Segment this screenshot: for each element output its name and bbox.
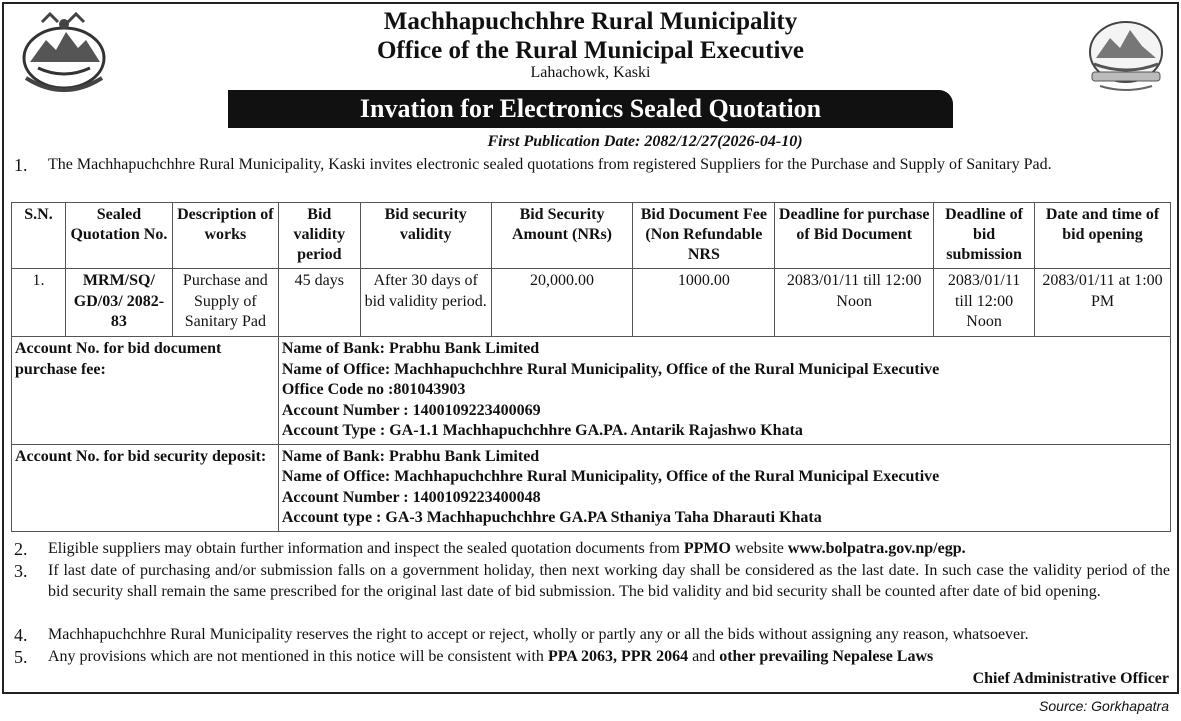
paragraph-number: 4. (14, 625, 28, 645)
office-name: Office of the Rural Municipal Executive (376, 37, 804, 64)
paragraph-text (48, 539, 1170, 560)
paragraph-4 (14, 625, 1170, 646)
office-code: Office Code no :801043903 (281, 381, 466, 398)
header-submission-deadline: Deadline of bid submission (934, 203, 1035, 269)
account-details (278, 337, 1170, 445)
paragraph-number: 2. (14, 539, 28, 559)
text-segment: Eligible suppliers may obtain further information and inspect the sealed quotation documents from (48, 540, 684, 557)
account-type: Account Type : GA-1.1 Machhapuchchhre GA.PA. Antarik Rajashwo Khata (281, 422, 803, 439)
cell-security-amount: 20,000.00 (491, 269, 633, 337)
cell-submission-deadline: 2083/01/11 till 12:00 Noon (934, 269, 1035, 337)
bank-name: Name of Bank: Prabhu Bank Limited (281, 340, 540, 357)
notice-title-banner: Invation for Electronics Sealed Quotation (228, 90, 953, 128)
bolpatra-website: www.bolpatra.gov.np/egp. (787, 540, 966, 557)
law-reference: PPA 2063, PPR 2064 (547, 648, 689, 665)
paragraph-number: 1. (14, 155, 28, 175)
paragraph-text: The Machhapuchchhre Rural Municipality, Kaski invites electronic sealed quotations from registered Suppliers for the Purchase and Supply of Sanitary Pad. (48, 156, 1052, 173)
header-description: Description of works (172, 203, 278, 269)
account-details (278, 444, 1170, 531)
paragraph-text: If last date of purchasing and/or submission falls on a government holiday, then next working day shall be considered as the last date. In such case the validity period of the bid security shall remain the same prescribed for the original last date of bid submission. The bid validity and bid security shall be counted after date of bid opening. (48, 562, 1170, 600)
account-label: Account No. for bid security deposit: (12, 444, 279, 531)
header-security-validity: Bid security validity (360, 203, 491, 269)
account-label: Account No. for bid document purchase fee: (12, 337, 279, 445)
paragraph-5 (14, 647, 1170, 668)
header-quotation-no: Sealed Quotation No. (65, 203, 172, 269)
table-header-row (12, 203, 1171, 269)
cell-security-validity: After 30 days of bid validity period. (360, 269, 491, 337)
cell-document-fee: 1000.00 (633, 269, 775, 337)
bid-table (11, 202, 1171, 532)
header-opening-time: Date and time of bid opening (1035, 203, 1171, 269)
municipality-name: Machhapuchchhre Rural Municipality (383, 8, 798, 35)
account-number: Account Number : 1400109223400048 (281, 488, 541, 506)
source-credit: Source: Gorkhapatra (1039, 698, 1169, 714)
publication-date: First Publication Date: 2082/12/27(2026-04-10) (487, 133, 803, 150)
account-number: Account Number : 1400109223400069 (281, 401, 541, 419)
cell-opening-time: 2083/01/11 at 1:00 PM (1035, 269, 1171, 337)
cell-quotation-no: MRM/SQ/ GD/03/ 2082-83 (65, 269, 172, 337)
table-row (12, 269, 1171, 337)
paragraph-number: 5. (14, 647, 28, 667)
paragraph-number: 3. (14, 561, 28, 581)
bank-name: Name of Bank: Prabhu Bank Limited (281, 447, 540, 465)
paragraph-text: Machhapuchchhre Rural Municipality reserves the right to accept or reject, wholly or partly any or all the bids without assigning any reason, whatsoever. (48, 626, 1029, 643)
text-segment: Any provisions which are not mentioned in this notice will be consistent with (48, 648, 548, 665)
text-segment: and (688, 648, 720, 665)
law-reference: other prevailing Nepalese Laws (719, 648, 934, 665)
text-segment: website (730, 540, 788, 557)
office-name-line: Name of Office: Machhapuchchhre Rural Municipality, Office of the Rural Municipal Executive (281, 468, 940, 485)
office-name-line: Name of Office: Machhapuchchhre Rural Municipality, Office of the Rural Municipal Executive (281, 360, 940, 378)
account-type: Account type : GA-3 Machhapuchchhre GA.PA Sthaniya Taha Dharauti Khata (281, 509, 822, 526)
paragraph-3 (14, 561, 1170, 602)
paragraph-2 (14, 539, 1170, 560)
header-bid-validity: Bid validity period (278, 203, 360, 269)
header-document-fee: Bid Document Fee (Non Refundable NRS (633, 203, 775, 269)
paragraph-text (48, 647, 1170, 668)
header-purchase-deadline: Deadline for purchase of Bid Document (775, 203, 934, 269)
header-security-amount: Bid Security Amount (NRs) (491, 203, 633, 269)
cell-description: Purchase and Supply of Sanitary Pad (172, 269, 278, 337)
account-row-document-fee (12, 337, 1171, 445)
cell-bid-validity: 45 days (278, 269, 360, 337)
account-row-security-deposit (12, 444, 1171, 531)
paragraph-1 (14, 155, 1170, 176)
ppmo-text: PPMO (683, 540, 731, 557)
cell-purchase-deadline: 2083/01/11 till 12:00 Noon (775, 269, 934, 337)
signatory-title: Chief Administrative Officer (972, 670, 1169, 687)
header-sn: S.N. (12, 203, 66, 269)
cell-sn: 1. (12, 269, 66, 337)
office-location: Lahachowk, Kaski (530, 64, 651, 81)
